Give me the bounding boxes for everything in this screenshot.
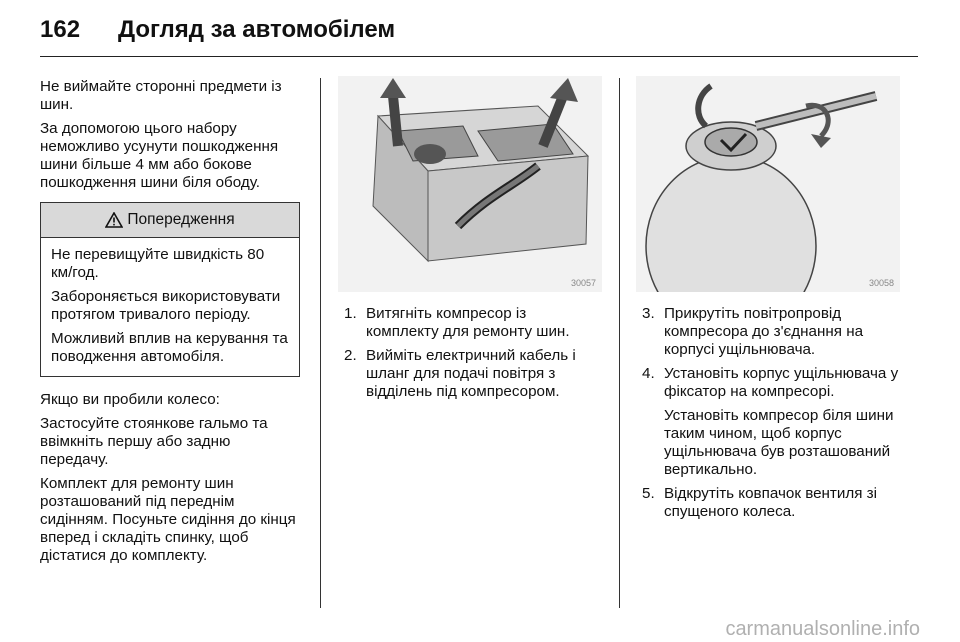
warning-line: Не перевищуйте швидкість 80 км/год.: [51, 246, 265, 281]
step-extra-text: Установіть компресор біля шини таким чином, щоб корпус ущільнювача був розташований вертикально.: [664, 407, 894, 478]
step-text: Витягніть компресор із комплекту для ремонту шин.: [366, 305, 570, 340]
warning-header: [41, 203, 299, 238]
column-divider: [619, 78, 620, 608]
figure-sealant-bottle: [636, 76, 900, 292]
warning-triangle-icon: [105, 212, 123, 228]
list-item: [340, 305, 598, 341]
paragraph: Застосуйте стоянкове гальмо та ввімкніть першу або задню передачу.: [40, 415, 268, 468]
list-item: [638, 485, 906, 521]
page-title: Догляд за автомобілем: [118, 16, 396, 43]
steps-list: [638, 305, 906, 521]
page-header: [40, 16, 918, 57]
column-middle: [340, 305, 598, 407]
warning-title: Попередження: [127, 211, 235, 228]
figure-number: 30057: [570, 278, 596, 288]
step-text: Відкрутіть ковпачок вентиля зі спущеного колеса.: [664, 485, 878, 520]
step-number: 3.: [642, 305, 655, 322]
step-text: Установіть корпус ущільнювача у фіксатор на компресорі.: [664, 365, 899, 400]
paragraph: За допомогою цього набору неможливо усунути пошкодження шини більше 4 мм або бокове пошкодження шини біля ободу.: [40, 120, 279, 191]
sealant-bottle-illustration: [636, 76, 900, 292]
list-item: [340, 347, 598, 401]
figure-number: 30058: [868, 278, 894, 288]
column-divider: [320, 78, 321, 608]
step-number: 1.: [344, 305, 357, 322]
column-right: [638, 305, 906, 527]
page-number: 162: [40, 16, 81, 43]
step-number: 5.: [642, 485, 655, 502]
compressor-kit-illustration: [338, 76, 602, 292]
paragraph: Не виймайте сторонні предмети із шин.: [40, 78, 282, 113]
warning-body: [41, 238, 299, 376]
step-number: 4.: [642, 365, 655, 382]
steps-list: [340, 305, 598, 401]
step-text: Прикрутіть повітропровід компресора до з'єднання на корпусі ущільнювача.: [664, 305, 864, 358]
list-item: [638, 365, 906, 479]
figure-compressor-kit: [338, 76, 602, 292]
list-item: [638, 305, 906, 359]
warning-line: Забороняється використовувати протягом тривалого періоду.: [51, 288, 281, 323]
warning-line: Можливий вплив на керування та поводження автомобіля.: [51, 330, 288, 365]
step-text: Вийміть електричний кабель і шланг для подачі повітря з відділень під компресором.: [366, 347, 576, 400]
column-left: [40, 78, 302, 571]
warning-box: [40, 202, 300, 377]
step-number: 2.: [344, 347, 357, 364]
paragraph: Якщо ви пробили колесо:: [40, 391, 220, 408]
watermark: carmanualsonline.info: [725, 618, 920, 640]
paragraph: Комплект для ремонту шин розташований під переднім сидінням. Посуньте сидіння до кінця вперед і складіть спинку, щоб дістатися до комплекту.: [40, 475, 296, 564]
